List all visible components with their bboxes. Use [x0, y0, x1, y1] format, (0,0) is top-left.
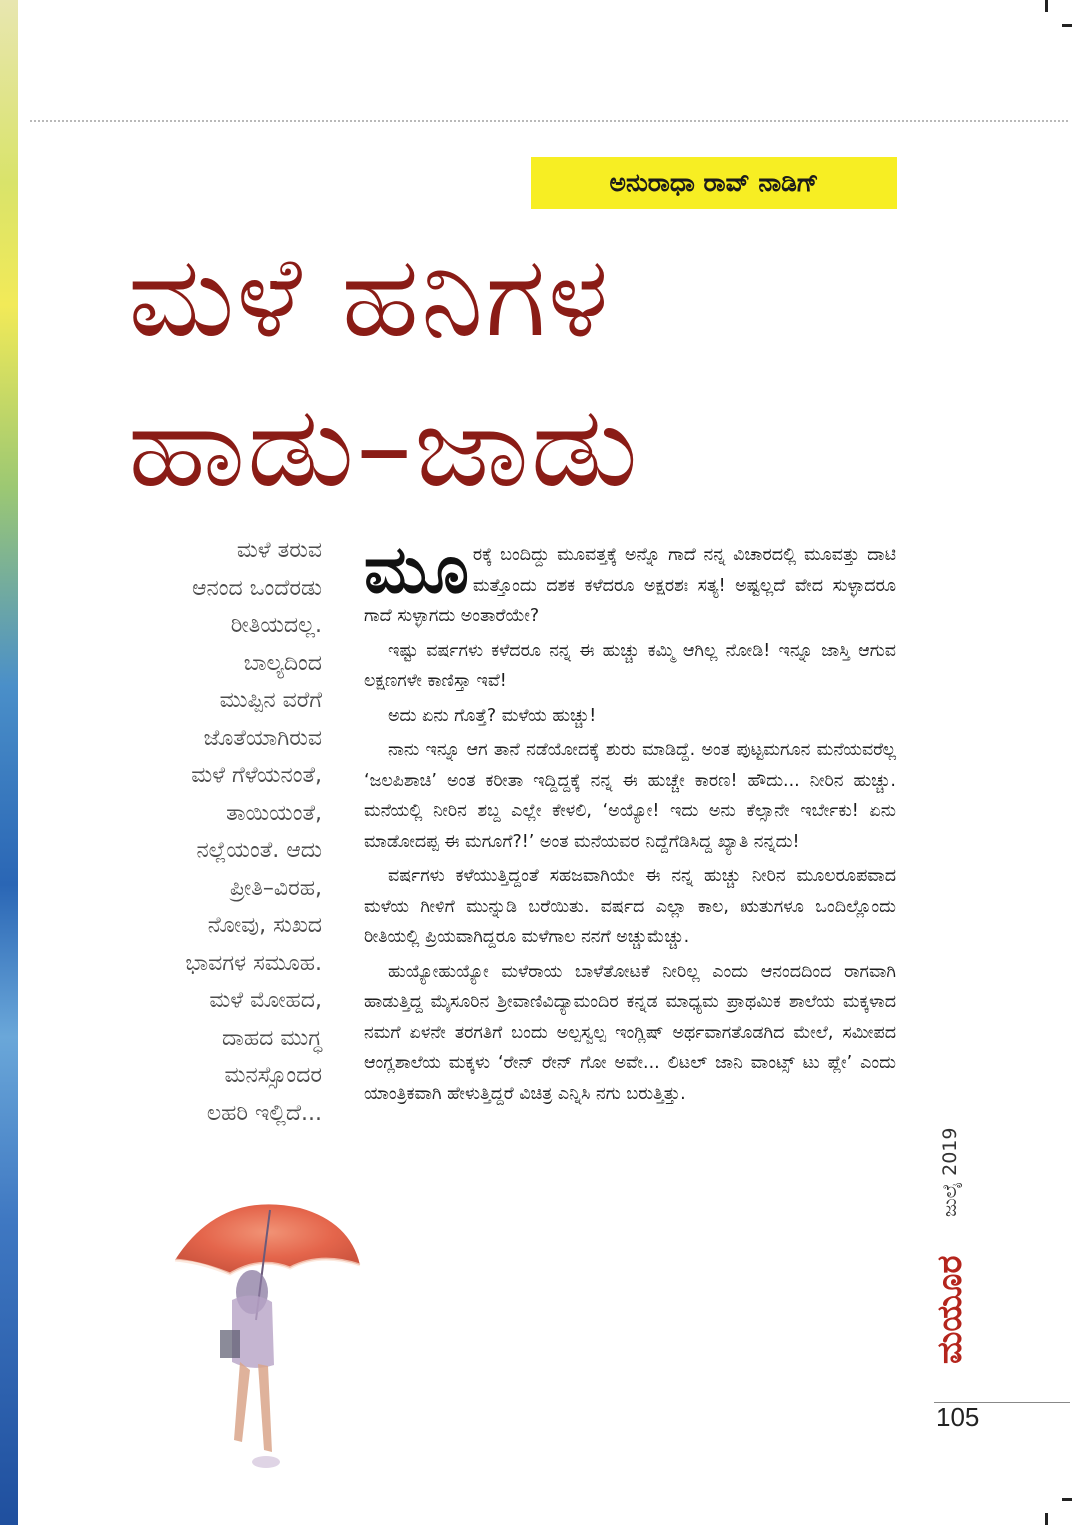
- article-paragraph: ವರ್ಷಗಳು ಕಳೆಯುತ್ತಿದ್ದಂತೆ ಸಹಜವಾಗಿಯೇ ಈ ನನ್ನ ಹುಚ್ಚು ನೀರಿನ ಮೂಲರೂಪವಾದ ಮಳೆಯ ಗೀಳಿಗೆ ಮುನ್ನುಡಿ ಬರೆಯಿತು. ವರ್ಷದ ಎಲ್ಲಾ ಕಾಲ, ಋತುಗಳೂ ಒಂದಿಲ್ಲೊಂದು ರೀತಿಯಲ್ಲಿ ಪ್ರಿಯವಾಗಿದ್ದರೂ ಮಳೆಗಾಲ ನನಗೆ ಅಚ್ಚುಮೆಚ್ಚು.: [364, 866, 896, 947]
- crop-mark-bottom: [1045, 1513, 1048, 1525]
- pull-quote-line: ರೀತಿಯದಲ್ಲ.: [230, 613, 322, 638]
- pull-quote-line: ಜೊತೆಯಾಗಿರುವ: [203, 725, 322, 751]
- crop-mark-top: [1045, 0, 1048, 12]
- pull-quote-line: ಮಳೆ ಮೋಹದ,: [209, 988, 322, 1013]
- article-title: [128, 222, 888, 522]
- article-body: [364, 531, 896, 1113]
- pull-quote: [110, 532, 322, 1132]
- pull-quote-line: ಲಹರಿ ಇಲ್ಲಿದೆ...: [206, 1100, 322, 1126]
- pull-quote-line: ಆನಂದ ಒಂದೆರಡು: [192, 575, 322, 601]
- article-paragraph: ನಾನು ಇನ್ನೂ ಆಗ ತಾನೆ ನಡೆಯೋದಕ್ಕೆ ಶುರು ಮಾಡಿದ್ದೆ. ಅಂತ ಪುಟ್ಟಮಗೂನ ಮನೆಯವರೆಲ್ಲ ‘ಜಲಪಿಶಾಚಿ’ ಅಂತ ಕರೀತಾ ಇದ್ದಿದ್ದಕ್ಕೆ ನನ್ನ ಈ ಹುಚ್ಚೇ ಕಾರಣ! ಹೌದು... ನೀರಿನ ಹುಚ್ಚು. ಮನೆಯಲ್ಲಿ ನೀರಿನ ಶಬ್ದ ಎಲ್ಲೇ ಕೇಳಲಿ, ‘ಅಯ್ಯೋ! ಇದು ಅನು ಕೆಲ್ಸಾನೇ ಇರ್ಬೇಕು! ಏನು ಮಾಡೋದಪ್ಪ ಈ ಮಗೂಗೆ?!’ ಅಂತ ಮನೆಯವರ ನಿದ್ದೆಗೆಡಿಸಿದ್ದ ಖ್ಯಾತಿ ನನ್ನದು!: [364, 740, 896, 852]
- pull-quote-line: ಭಾವಗಳ ಸಮೂಹ.: [185, 950, 322, 976]
- drop-cap: ಮೂ: [364, 531, 469, 608]
- header-dotted-rule: [30, 120, 1068, 122]
- pull-quote-line: ಬಾಲ್ಯದಿಂದ: [243, 650, 322, 676]
- title-line-2: ಹಾಡು–ಜಾಡು: [128, 382, 640, 512]
- page-edge-color-strip: [0, 0, 18, 1525]
- page-number: 105: [936, 1402, 980, 1432]
- pull-quote-line: ಪ್ರೀತಿ–ವಿರಹ,: [229, 875, 322, 901]
- issue-date: ಜುಲೈ 2019: [939, 1127, 961, 1217]
- title-line-1: ಮಳೆ ಹನಿಗಳ: [128, 232, 611, 362]
- pull-quote-line: ನೋವು, ಸುಖದ: [207, 913, 322, 938]
- author-byline: ಅನುರಾಧಾ ರಾವ್ ನಾಡಿಗ್: [531, 157, 897, 209]
- article-paragraph: ಇಷ್ಟು ವರ್ಷಗಳು ಕಳೆದರೂ ನನ್ನ ಈ ಹುಚ್ಚು ಕಮ್ಮಿ ಆಗಿಲ್ಲ ನೋಡಿ! ಇನ್ನೂ ಜಾಸ್ತಿ ಆಗುವ ಲಕ್ಷಣಗಳೇ ಕಾಣಿಸ್ತಾ ಇವೆ!: [364, 640, 896, 691]
- paragraph-text: ರಕ್ಕೆ ಬಂದಿದ್ದು ಮೂವತ್ತಕ್ಕೆ ಅನ್ನೊ ಗಾದೆ ನನ್ನ ವಿಚಾರದಲ್ಲಿ ಮೂವತ್ತು ದಾಟಿ ಮತ್ತೊಂದು ದಶಕ ಕಳೆದರೂ ಅಕ್ಷರಶಃ ಸತ್ಯ! ಅಷ್ಟಲ್ಲದೆ ವೇದ ಸುಳ್ಳಾದರೂ ಗಾದೆ ಸುಳ್ಳಾಗದು ಅಂತಾರೆಯೇ?: [364, 545, 896, 626]
- pull-quote-line: ತಾಯಿಯಂತೆ,: [226, 800, 322, 826]
- pull-quote-line: ನಲ್ಲೆಯಂತೆ. ಆದು: [196, 838, 322, 863]
- magazine-masthead: ಮಯೂರ: [930, 1255, 970, 1365]
- crop-mark-bottom-right: [1062, 1498, 1072, 1501]
- article-paragraph: [364, 531, 896, 632]
- umbrella-child-illustration: [160, 1190, 370, 1490]
- pull-quote-line: ಮನಸ್ಸೊಂದರ: [224, 1063, 322, 1088]
- pull-quote-line: ಮುಪ್ಪಿನ ವರೆಗೆ: [219, 688, 322, 713]
- article-paragraph: ಹುಯ್ಯೋಹುಯ್ಯೋ ಮಳೆರಾಯ ಬಾಳೆತೋಟಕೆ ನೀರಿಲ್ಲ ಎಂದು ಆನಂದದಿಂದ ರಾಗವಾಗಿ ಹಾಡುತ್ತಿದ್ದ ಮೈಸೂರಿನ ಶ್ರೀವಾಣಿವಿದ್ಯಾಮಂದಿರ ಕನ್ನಡ ಮಾಧ್ಯಮ ಪ್ರಾಥಮಿಕ ಶಾಲೆಯ ಮಕ್ಕಳಾದ ನಮಗೆ ಏಳನೇ ತರಗತಿಗೆ ಬಂದು ಅಲ್ಪಸ್ವಲ್ಪ ಇಂಗ್ಲಿಷ್ ಅರ್ಥವಾಗತೊಡಗಿದ ಮೇಲೆ, ಸಮೀಪದ ಆಂಗ್ಲಶಾಲೆಯ ಮಕ್ಕಳು ‘ರೇನ್ ರೇನ್ ಗೋ ಅವೇ... ಲಿಟಲ್ ಜಾನಿ ವಾಂಟ್ಸ್ ಟು ಪ್ಲೇ’ ಎಂದು ಯಾಂತ್ರಿಕವಾಗಿ ಹೇಳುತ್ತಿದ್ದರೆ ವಿಚಿತ್ರ ಎನ್ನಿಸಿ ನಗು ಬರುತ್ತಿತ್ತು.: [364, 961, 896, 1104]
- crop-mark-top-right: [1062, 24, 1072, 27]
- pull-quote-line: ದಾಹದ ಮುಗ್ಧ: [221, 1025, 322, 1051]
- pull-quote-line: ಮಳೆ ಗೆಳೆಯನಂತೆ,: [191, 763, 322, 788]
- pull-quote-line: ಮಳೆ ತರುವ: [236, 538, 322, 563]
- article-paragraph: ಅದು ಏನು ಗೊತ್ತೆ? ಮಳೆಯ ಹುಚ್ಚು!: [388, 705, 597, 726]
